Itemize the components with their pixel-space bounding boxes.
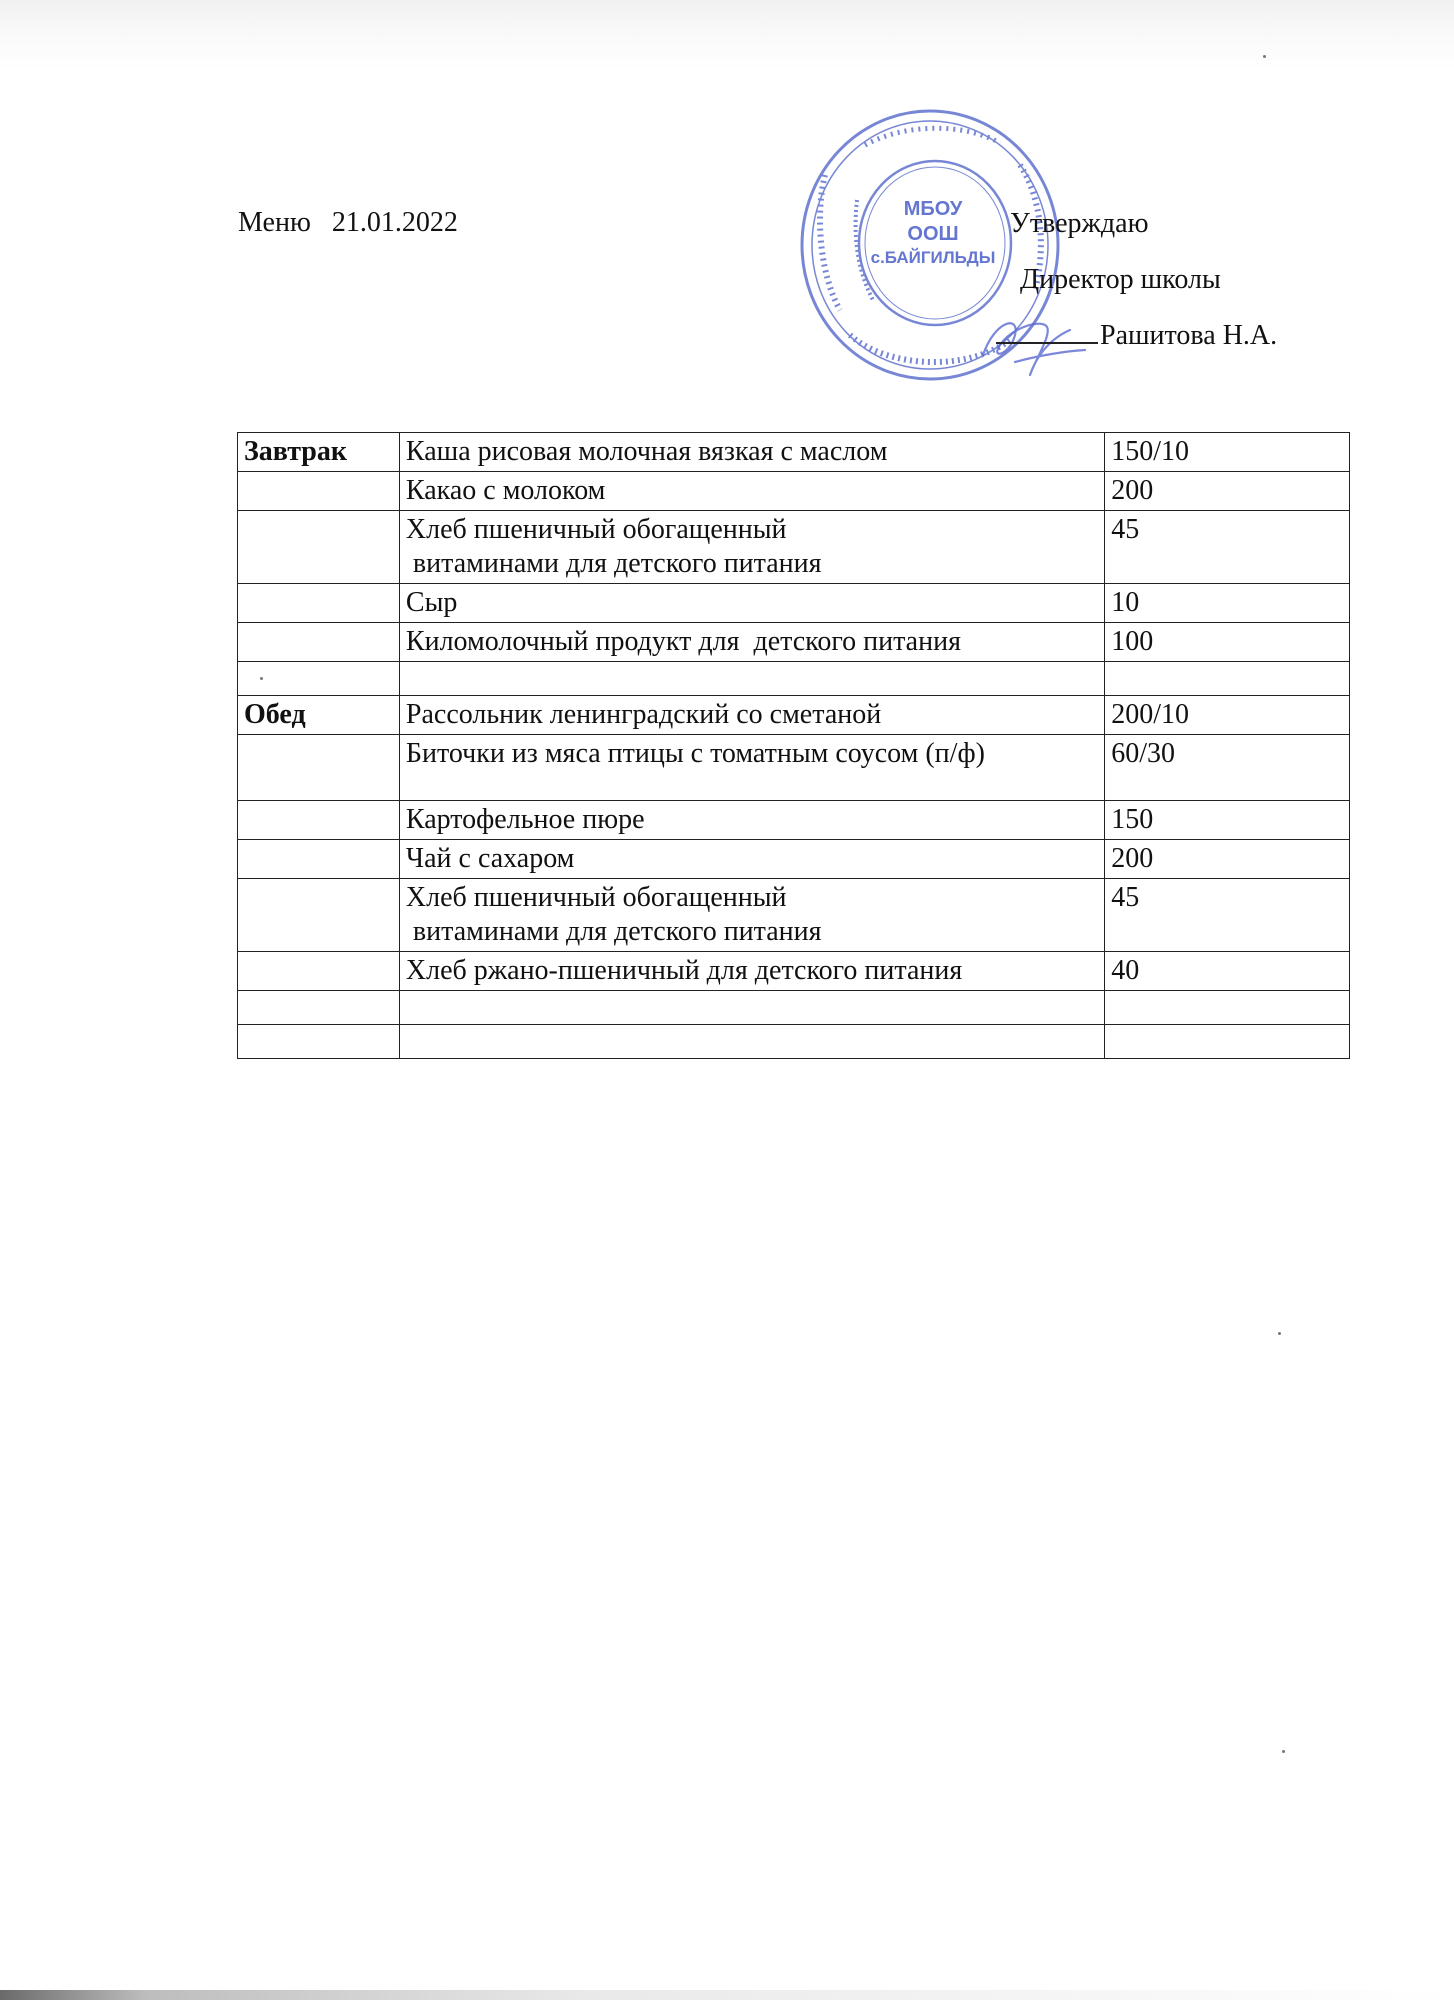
table-row [238, 735, 1350, 801]
table-row [238, 433, 1350, 472]
portion-cell: 10 [1105, 584, 1350, 623]
meal-cell [238, 879, 400, 952]
meal-cell: Обед [238, 696, 400, 735]
menu-table-body [238, 433, 1350, 1059]
dish-cell: Рассольник ленинградский со сметаной [399, 696, 1104, 735]
portion-cell: 150 [1105, 801, 1350, 840]
portion-cell: 45 [1105, 879, 1350, 952]
dish-cell [399, 1025, 1104, 1059]
portion-cell [1105, 991, 1350, 1025]
meal-cell [238, 735, 400, 801]
meal-cell [238, 840, 400, 879]
table-row [238, 662, 1350, 696]
meal-cell [238, 952, 400, 991]
portion-cell: 200/10 [1105, 696, 1350, 735]
meal-cell [238, 623, 400, 662]
portion-cell: 40 [1105, 952, 1350, 991]
table-row [238, 584, 1350, 623]
dish-cell: Хлеб пшеничный обогащенный витаминами для детского питания [399, 511, 1104, 584]
portion-cell: 150/10 [1105, 433, 1350, 472]
dish-cell [399, 662, 1104, 696]
stamp-text-line3: с.БАЙГИЛЬДЫ [870, 248, 996, 267]
dish-cell: Биточки из мяса птицы с томатным соусом (п/ф) [399, 735, 1104, 801]
dish-cell: Картофельное пюре [399, 801, 1104, 840]
meal-cell [238, 1025, 400, 1059]
dish-cell: Какао с молоком [399, 472, 1104, 511]
dish-cell: Киломолочный продукт для детского питания [399, 623, 1104, 662]
scan-shadow-top [0, 0, 1454, 70]
stamp-text-line1: МБОУ [903, 198, 963, 220]
dish-cell: Хлеб пшеничный обогащенный витаминами для детского питания [399, 879, 1104, 952]
dish-cell [399, 991, 1104, 1025]
table-row [238, 472, 1350, 511]
menu-label: Меню [238, 207, 311, 238]
meal-cell: Завтрак [238, 433, 400, 472]
dish-cell: Чай с сахаром [399, 840, 1104, 879]
table-row [238, 991, 1350, 1025]
meal-cell [238, 662, 400, 696]
table-row [238, 1025, 1350, 1059]
table-row [238, 952, 1350, 991]
approval-position: Директор школы [1020, 264, 1221, 295]
dish-cell: Сыр [399, 584, 1104, 623]
table-row [238, 801, 1350, 840]
meal-cell [238, 584, 400, 623]
stamp-text-line2: ООШ [907, 223, 959, 245]
table-row [238, 623, 1350, 662]
scan-speck [1278, 1332, 1281, 1335]
portion-cell: 60/30 [1105, 735, 1350, 801]
portion-cell: 200 [1105, 472, 1350, 511]
menu-date: 21.01.2022 [331, 207, 458, 238]
portion-cell [1105, 1025, 1350, 1059]
table-row [238, 840, 1350, 879]
dish-cell: Хлеб ржано-пшеничный для детского питания [399, 952, 1104, 991]
menu-title [238, 207, 458, 239]
table-row [238, 696, 1350, 735]
scan-speck [1282, 1750, 1285, 1753]
menu-table [237, 432, 1350, 1059]
approval-name: Рашитова Н.А. [1100, 320, 1278, 351]
scan-speck [1263, 55, 1266, 58]
meal-cell [238, 801, 400, 840]
portion-cell [1105, 662, 1350, 696]
table-row [238, 879, 1350, 952]
portion-cell: 100 [1105, 623, 1350, 662]
signature-underline [996, 342, 1098, 344]
approval-signature-line [996, 308, 1277, 364]
meal-cell [238, 991, 400, 1025]
scan-edge-bottom [0, 1990, 1454, 2000]
approval-block [1010, 196, 1277, 364]
dish-cell: Каша рисовая молочная вязкая с маслом [399, 433, 1104, 472]
approval-title: Утверждаю [1010, 208, 1149, 239]
meal-cell [238, 472, 400, 511]
portion-cell: 200 [1105, 840, 1350, 879]
meal-cell [238, 511, 400, 584]
table-row [238, 511, 1350, 584]
portion-cell: 45 [1105, 511, 1350, 584]
